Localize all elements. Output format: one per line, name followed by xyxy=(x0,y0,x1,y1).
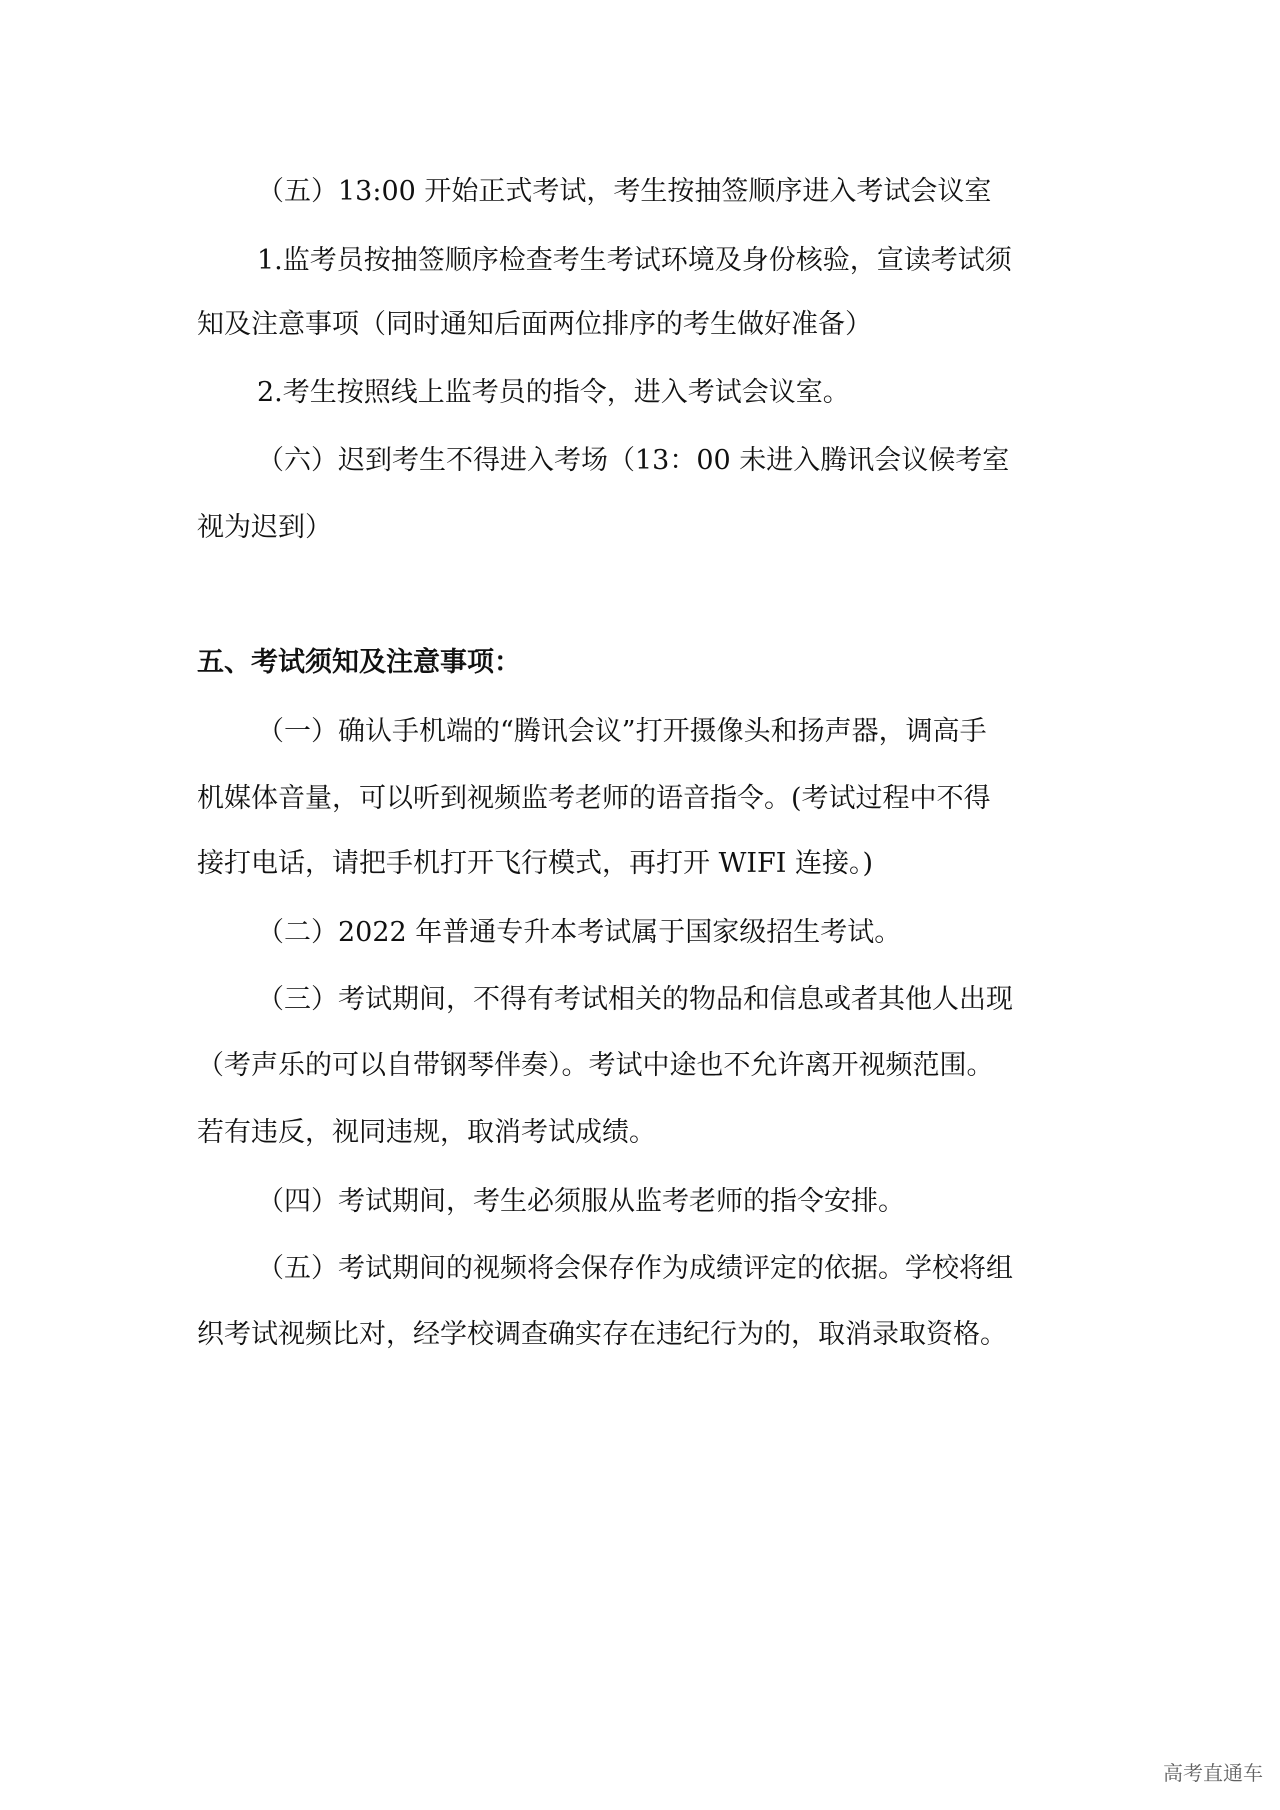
paragraph-line: （六）迟到考生不得进入考场（13：00 未进入腾讯会议候考室 xyxy=(257,445,1010,476)
paragraph-line: （五）考试期间的视频将会保存作为成绩评定的依据。学校将组 xyxy=(257,1253,1013,1284)
paragraph-line: （考声乐的可以自带钢琴伴奏）。考试中途也不允许离开视频范围。 xyxy=(197,1050,994,1081)
paragraph-line: （二）2022 年普通专升本考试属于国家级招生考试。 xyxy=(257,917,902,948)
paragraph-line: 若有违反，视同违规，取消考试成绩。 xyxy=(197,1117,656,1148)
section-heading: 五、考试须知及注意事项： xyxy=(197,647,521,678)
paragraph-line: （五）13:00 开始正式考试，考生按抽签顺序进入考试会议室 xyxy=(257,176,992,207)
paragraph-line: （一）确认手机端的“腾讯会议”打开摄像头和扬声器，调高手 xyxy=(257,716,987,747)
paragraph-line: 2.考生按照线上监考员的指令，进入考试会议室。 xyxy=(257,377,850,408)
paragraph-line: 机媒体音量，可以听到视频监考老师的语音指令。(考试过程中不得 xyxy=(197,783,991,814)
paragraph-line: （四）考试期间，考生必须服从监考老师的指令安排。 xyxy=(257,1186,905,1217)
paragraph-line: 1.监考员按抽签顺序检查考生考试环境及身份核验，宣读考试须 xyxy=(257,245,1012,276)
paragraph-line: （三）考试期间，不得有考试相关的物品和信息或者其他人出现 xyxy=(257,984,1013,1015)
watermark-text: 高考直通车 xyxy=(1163,1761,1263,1785)
paragraph-line: 视为迟到） xyxy=(197,512,332,543)
paragraph-line: 织考试视频比对，经学校调查确实存在违纪行为的，取消录取资格。 xyxy=(197,1319,1007,1350)
paragraph-line: 知及注意事项（同时通知后面两位排序的考生做好准备） xyxy=(197,309,872,340)
paragraph-line: 接打电话，请把手机打开飞行模式，再打开 WIFI 连接。) xyxy=(197,848,874,879)
